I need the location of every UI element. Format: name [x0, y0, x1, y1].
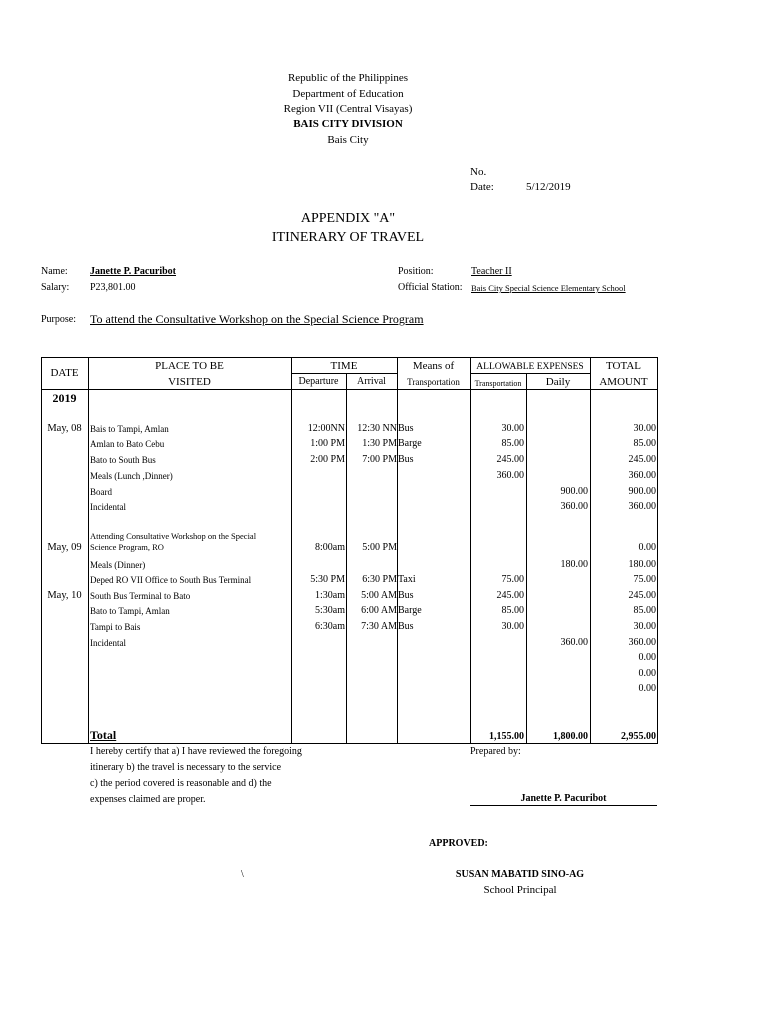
purpose-value: To attend the Consultative Workshop on the Special Science Program [90, 312, 424, 326]
cert-line-2: itinerary b) the travel is necessary to the service [90, 762, 282, 773]
header-division: BAIS CITY DIVISION [293, 118, 403, 130]
row-daily: 180.00 [560, 559, 588, 570]
row-means: Bus [398, 423, 414, 434]
row-place: Incidental [90, 638, 126, 648]
row-arrival: 1:30 PM [362, 438, 397, 449]
row-place: Attending Consultative Workshop on the Special [90, 531, 257, 541]
row-place-continued: Science Program, RO [90, 542, 164, 552]
col-date-header: DATE [50, 367, 79, 379]
col-departure-header: Departure [298, 376, 339, 387]
row-arrival: 7:00 PM [362, 454, 397, 465]
col-time-header: TIME [330, 360, 358, 372]
row-place: Meals (Lunch ,Dinner) [90, 471, 173, 481]
row-place: Deped RO VII Office to South Bus Terminal [90, 575, 252, 585]
row-total: 0.00 [638, 668, 656, 679]
prepared-by-name: Janette P. Pacuribot [520, 793, 607, 804]
total-amount: 2,955.00 [621, 731, 656, 742]
row-total: 0.00 [638, 542, 656, 553]
row-transportation: 85.00 [501, 605, 524, 616]
row-arrival: 6:30 PM [362, 574, 397, 585]
row-means: Bus [398, 454, 414, 465]
header-republic: Republic of the Philippines [287, 72, 409, 84]
row-departure: 5:30 PM [310, 574, 345, 585]
row-total: 75.00 [633, 574, 656, 585]
row-daily: 900.00 [560, 486, 588, 497]
row-means: Barge [398, 438, 422, 449]
row-place: Amlan to Bato Cebu [90, 439, 165, 449]
row-means: Bus [398, 590, 414, 601]
name-value: Janette P. Pacuribot [90, 266, 177, 277]
row-departure: 1:30am [315, 590, 345, 601]
row-transportation: 30.00 [501, 621, 524, 632]
row-total: 360.00 [628, 470, 656, 481]
row-place: Bato to South Bus [90, 455, 156, 465]
header-region: Region VII (Central Visayas) [283, 103, 413, 115]
approver-title: School Principal [483, 884, 557, 896]
row-arrival: 5:00 AM [361, 590, 397, 601]
col-daily-header: Daily [545, 376, 571, 388]
header-department: Department of Education [292, 88, 404, 100]
row-departure: 12:00NN [307, 423, 345, 434]
backslash-mark: \ [241, 869, 244, 880]
col-means-header-2: Transportation [407, 377, 460, 387]
row-place: Bais to Tampi, Amlan [90, 424, 169, 434]
row-transportation: 75.00 [501, 574, 524, 585]
row-departure: 6:30am [315, 621, 345, 632]
col-means-header-1: Means of [412, 360, 455, 372]
col-arrival-header: Arrival [357, 376, 386, 387]
row-transportation: 360.00 [496, 470, 524, 481]
prepared-signature-line [470, 805, 657, 806]
position-value: Teacher II [471, 266, 512, 277]
name-label: Name: [41, 266, 68, 277]
row-total: 85.00 [633, 438, 656, 449]
col-place-header-1: PLACE TO BE [155, 360, 224, 372]
row-daily: 360.00 [560, 501, 588, 512]
row-total: 30.00 [633, 621, 656, 632]
row-total: 360.00 [628, 501, 656, 512]
row-means: Taxi [398, 574, 416, 585]
row-arrival: 6:00 AM [361, 605, 397, 616]
approved-label: APPROVED: [429, 838, 488, 849]
date-label: Date: [470, 181, 494, 193]
cert-line-4: expenses claimed are proper. [90, 794, 206, 805]
purpose-label: Purpose: [41, 314, 76, 325]
row-departure: 1:00 PM [310, 438, 345, 449]
station-label: Official Station: [398, 282, 463, 293]
row-total: 30.00 [633, 423, 656, 434]
row-departure: 5:30am [315, 605, 345, 616]
col-total-header-2: AMOUNT [599, 376, 648, 388]
cert-line-3: c) the period covered is reasonable and d) the [90, 778, 272, 789]
row-total: 245.00 [628, 454, 656, 465]
row-departure: 2:00 PM [310, 454, 345, 465]
row-place: Tampi to Bais [90, 622, 141, 632]
salary-label: Salary: [41, 282, 70, 293]
col-allowable-header: ALLOWABLE EXPENSES [476, 362, 584, 372]
row-total: 0.00 [638, 652, 656, 663]
date-value: 5/12/2019 [526, 181, 571, 193]
row-departure: 8:00am [315, 542, 345, 553]
total-transportation: 1,155.00 [489, 731, 524, 742]
row-total: 245.00 [628, 590, 656, 601]
header-city: Bais City [327, 134, 369, 146]
row-place: Incidental [90, 502, 126, 512]
row-date: May, 10 [47, 590, 82, 601]
row-place: South Bus Terminal to Bato [90, 591, 191, 601]
row-total: 900.00 [628, 486, 656, 497]
row-transportation: 245.00 [496, 590, 524, 601]
col-place-header-2: VISITED [168, 376, 211, 388]
row-transportation: 30.00 [501, 423, 524, 434]
total-label: Total [90, 728, 117, 742]
total-daily: 1,800.00 [553, 731, 588, 742]
approver-name: SUSAN MABATID SINO-AG [455, 869, 585, 880]
salary-value: P23,801.00 [90, 282, 136, 293]
appendix-title: APPENDIX "A" [300, 211, 396, 226]
year-label: 2019 [52, 391, 77, 405]
row-transportation: 85.00 [501, 438, 524, 449]
row-date: May, 09 [47, 542, 82, 553]
row-daily: 360.00 [560, 637, 588, 648]
row-transportation: 245.00 [496, 454, 524, 465]
row-total: 85.00 [633, 605, 656, 616]
position-label: Position: [398, 266, 434, 277]
no-label: No. [470, 166, 487, 178]
row-means: Bus [398, 621, 414, 632]
row-total: 180.00 [628, 559, 656, 570]
prepared-by-label: Prepared by: [470, 746, 521, 757]
row-arrival: 5:00 PM [362, 542, 397, 553]
row-place: Board [90, 487, 112, 497]
col-total-header-1: TOTAL [606, 360, 641, 372]
row-place: Bato to Tampi, Amlan [90, 606, 170, 616]
row-arrival: 12:30 NN [357, 423, 397, 434]
station-value: Bais City Special Science Elementary School [471, 283, 626, 293]
col-transportation-header: Transportation [474, 379, 522, 388]
row-total: 360.00 [628, 637, 656, 648]
row-means: Barge [398, 605, 422, 616]
row-total: 0.00 [638, 683, 656, 694]
cert-line-1: I hereby certify that a) I have reviewed the foregoing [90, 746, 302, 757]
row-place: Meals (Dinner) [90, 560, 146, 570]
itinerary-title: ITINERARY OF TRAVEL [271, 230, 425, 245]
row-date: May, 08 [47, 423, 82, 434]
row-arrival: 7:30 AM [361, 621, 397, 632]
